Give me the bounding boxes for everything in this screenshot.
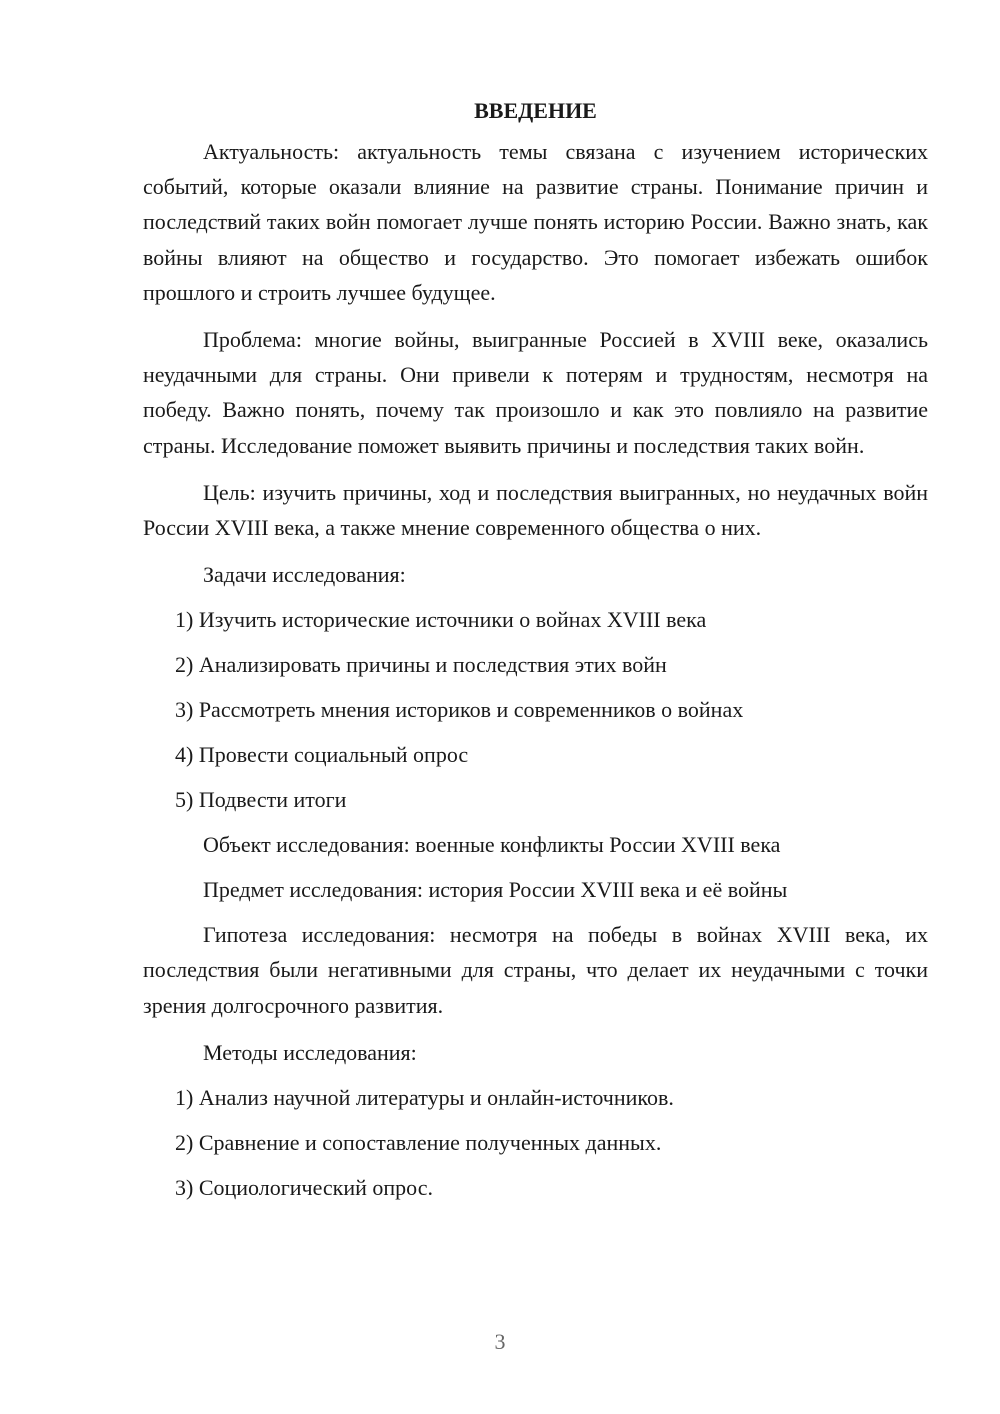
problem-paragraph: Проблема: многие войны, выигранные Россией в XVIII веке, оказались неудачными для страны. Они привели к потерям и трудностям, несмотря на победу. Важно понять, почему так произошло и как это повлияло на развитие страны. Исследование поможет выявить причины и последствия таких войн. <box>143 327 928 458</box>
hypothesis-paragraph: Гипотеза исследования: несмотря на победы в войнах XVIII века, их последствия были негативными для страны, что делает их неудачными с точки зрения долгосрочного развития. <box>143 922 928 1018</box>
task-item: 2) Анализировать причины и последствия этих войн <box>175 652 667 678</box>
method-item: 2) Сравнение и сопоставление полученных данных. <box>175 1129 662 1155</box>
tasks-heading: Задачи исследования: <box>203 562 406 588</box>
research-subject: Предмет исследования: история России XVIII века и её войны <box>203 877 788 903</box>
research-object: Объект исследования: военные конфликты России XVIII века <box>203 832 781 858</box>
task-item: 4) Провести социальный опрос <box>175 742 469 768</box>
method-item: 1) Анализ научной литературы и онлайн-источников. <box>175 1084 674 1110</box>
method-item: 3) Социологический опрос. <box>175 1174 433 1200</box>
section-title: ВВЕДЕНИЕ <box>474 98 597 123</box>
document-page <box>143 96 928 1215</box>
goal-paragraph: Цель: изучить причины, ход и последствия выигранных, но неудачных войн России XVIII века, а также мнение современного общества о них. <box>143 479 928 541</box>
relevance-paragraph: Актуальность: актуальность темы связана с изучением исторических событий, которые оказали влияние на развитие страны. Понимание причин и последствий таких войн помогает лучше понять историю России. Важно знать, как войны влияют на общество и государство. Это помогает избежать ошибок прошлого и строить лучшее будущее. <box>143 139 928 305</box>
methods-heading: Методы исследования: <box>203 1039 417 1065</box>
task-item: 1) Изучить исторические источники о войнах XVIII века <box>175 607 707 633</box>
page-number: 3 <box>494 1329 506 1354</box>
task-item: 3) Рассмотреть мнения историков и современников о войнах <box>175 697 744 723</box>
task-item: 5) Подвести итоги <box>175 787 347 813</box>
